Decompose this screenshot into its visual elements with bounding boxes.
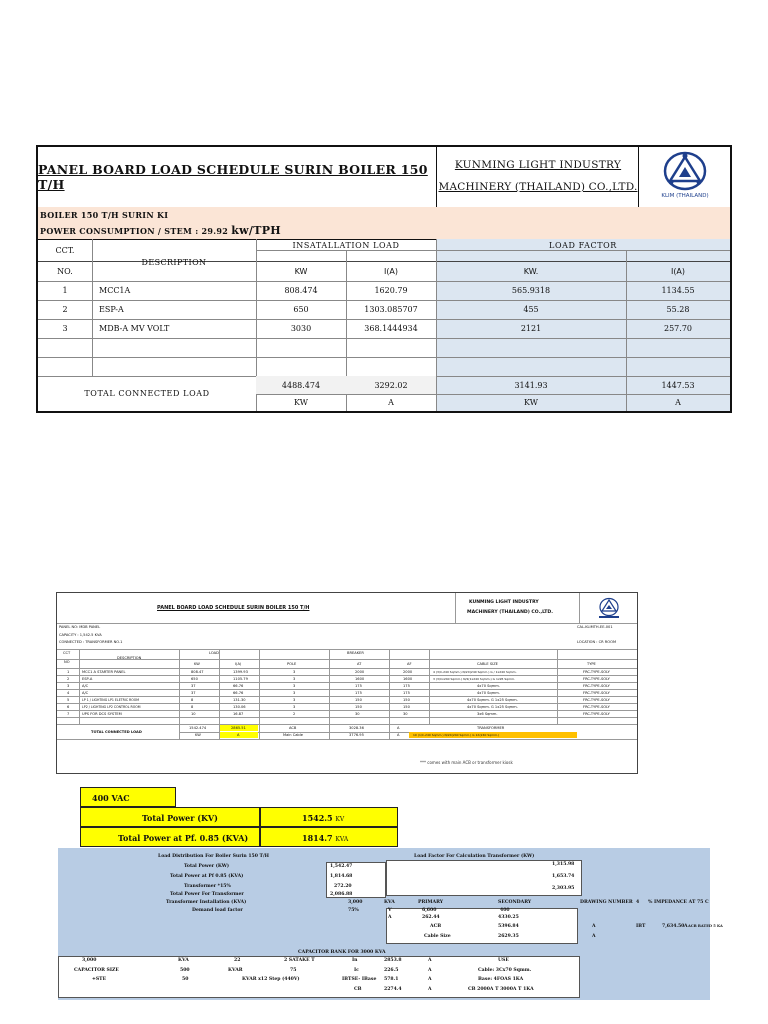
r-desc: LP2 / LIGHTING LP2 CONTROL ROOM [82,705,141,709]
cap-cell: A [428,987,432,992]
hdr-ia: I(A) [235,662,242,666]
r-pole: 3 [293,705,296,709]
r-type: FRC-TYPE-SOLY [583,684,610,688]
grid-line [57,659,637,660]
cap-cell: A [428,977,432,982]
r-no: 5 [67,698,70,702]
acb-value: 3028.36 [349,726,364,730]
row-description: MCC1A [99,286,131,295]
acb-label: ACB [289,726,297,730]
load-schedule-panel [36,145,732,413]
total-for-transformer-label: Total Power For Transformer [170,892,244,897]
row-kw: 808.474 [284,286,318,295]
load-distribution-panel [58,848,723,1000]
total-power-kva [302,833,348,843]
doc-no: CAL-KLIMTH-EE-001 [577,625,613,629]
cap-cell: KVAR [228,968,243,973]
r-kw: 10 [191,712,196,716]
hdr-pole: POLE [287,662,297,666]
grid-line [57,703,637,704]
r-desc: A/C [82,691,89,695]
breaker-text: ACB RATED 5 KA [688,924,723,928]
row-ia: 1303.085707 [364,305,418,314]
voltage: 400 VAC [92,793,130,803]
acb-unit: A [397,726,400,730]
schedule-unit-kw: KW [195,733,201,737]
r-no: 1 [67,670,70,674]
total-ia: 3292.02 [346,376,436,394]
lf-value3: 2,303.95 [552,886,575,891]
grid-line [579,593,580,623]
r-cable: 3 (3/Cx240 Sqmm.) N/2(1x240 Sqmm.) G 1x95 Sqmm. [433,677,516,681]
r-ia: 16.87 [233,712,244,716]
power-consumption [40,224,281,237]
r-at: 150 [355,705,362,709]
r-desc: UPS FOR DCS SYSTEM [82,712,122,716]
r-no: 2 [67,677,70,681]
grid-line [57,682,637,683]
header-lf-kw: KW. [523,267,539,276]
header-installation-load: INSATALLATION LOAD [292,240,400,250]
total-power-kva-value: 1,814.68 [330,874,353,879]
r-ia: 1399.93 [233,670,248,674]
cable-size-label: Cable Size [424,934,451,939]
schedule-total-ia: 2865.51 [231,726,246,730]
row-v-unit: V [388,908,392,913]
cap-cell: 22 [234,958,241,963]
total-lf-kw: 3141.93 [514,380,548,390]
grid-line [179,649,180,739]
r-no: 3 [67,684,70,688]
r-cable: 4 (3/C-240 Sqmm.) N/2X(240 Sqmm.) G / 1x240 Sqmm. [433,670,517,674]
r-desc: A/C [82,684,89,688]
hdr-breaker: BREAKER [347,651,364,655]
total-connected-load-label: TOTAL CONNECTED LOAD [84,389,210,398]
r-ia: 130.06 [233,705,246,709]
right-title: Load Factor For Calculation Transformer (KW) [414,854,535,859]
impedance-unit: A [684,924,688,929]
grid-line [57,649,637,650]
transformer-15-value: 272.20 [334,884,352,889]
cap-cell: 75 [290,968,297,973]
company-name-line1: KUNMING LIGHT INDUSTRY [454,159,622,171]
row-v-secondary: 400 [500,908,510,913]
cap-cell: 500 [180,968,190,973]
primary-secondary-cells [386,908,578,944]
row-lf-ia: 1134.55 [661,286,695,295]
left-title: Load Distribution For Boiler Surin 150 T/H [158,854,269,859]
r-desc: ESP-A [82,677,93,681]
hdr-no: NO [64,660,70,664]
impedance-value: 7,634.50 [662,924,685,929]
row-v-primary: 6,600 [422,908,437,913]
header-kw: KW [294,267,308,276]
row-description: MDB-A MV VOLT [99,324,170,333]
row-lf-kw: 565.9318 [511,286,551,295]
r-kw: 650 [191,677,198,681]
row-lf-ia: 257.70 [664,324,692,333]
cap-cell: CB [354,987,362,992]
schedule-unit-a: A [237,733,240,737]
power-consumption-unit: kw/TPH [231,224,281,237]
row-kw: 3030 [290,324,312,333]
grid-line [557,649,558,724]
header-ia: I(A) [383,267,399,276]
row-lf-kw: 455 [523,305,539,314]
row-kw: 650 [293,305,309,314]
hdr-kw: KW [194,662,200,666]
row-a-primary: 262.44 [422,915,440,920]
r-at: 2000 [355,670,365,674]
klim-logo [640,147,730,207]
transformer-15-label: Transformer *15% [184,884,231,889]
cap-cell: 2 SATAKE T [284,958,315,963]
r-kw: 37 [191,684,196,688]
r-cable: 4x70 Sqmm. G 1x25 Sqmm. [467,705,518,709]
r-type: FRC-TYPE-SOLY [583,691,610,695]
grid-line [429,649,430,724]
r-type: FRC-TYPE-SOLY [583,670,610,674]
grid-line [57,710,637,711]
r-af: 150 [403,698,410,702]
row-no: 3 [62,324,68,333]
cap-cell: A [428,958,432,963]
capacity: CAPACITY : 1,542.5 KVA [59,633,102,637]
r-at: 175 [355,691,362,695]
panel-title-cell [38,147,437,207]
r-no: 4 [67,691,70,695]
mdb-panel-schedule [56,592,638,774]
r-kw: 37 [191,691,196,695]
row-lf-ia: 55.28 [666,305,690,314]
r-ia: 66.76 [233,691,244,695]
grid-line [57,668,637,669]
hdr-load: LOAD [209,651,219,655]
row-lf-kw: 2121 [520,324,542,333]
r-af: 30 [403,712,408,716]
r-kw: 8 [191,698,194,702]
main-cable-unit: A [397,733,400,737]
r-af: 175 [403,684,410,688]
r-at: 150 [355,698,362,702]
cap-cell: KVA [178,958,189,963]
grid-line [256,250,730,251]
installation-unit: KVA [384,900,395,905]
r-kw: 8 [191,705,194,709]
r-type: FRC-TYPE-SOLY [583,677,610,681]
total-kw: 4488.474 [256,376,346,394]
r-at: 175 [355,684,362,688]
header-cct: CCT. [55,245,75,255]
cable-size-value: 2629.35 [498,934,519,939]
r-pole: 3 [293,677,296,681]
r-af: 175 [403,691,410,695]
row-ia: 368.1444934 [364,324,418,333]
header-load-factor: LOAD FACTOR [549,240,617,250]
total-power-kv-label: Total Power (KV) [142,813,218,823]
impedance-label: % IMPEDANCE AT 75 C [648,900,709,905]
schedule-note: *** comes with main ACB or transformer kiosk [420,760,513,765]
r-af: 2000 [403,670,413,674]
connected: CONNECTED : TRANSFORMER NO.1 [59,640,123,644]
klim-logo-small-icon [589,596,629,620]
cap-cell: Cable: 3Cx70 Sqmm. [478,968,532,973]
cap-cell: KVAR x12 Step (440V) [242,977,300,982]
demand-value: 75% [348,908,359,913]
grid-line [455,593,456,623]
cap-cell: 50 [182,977,189,982]
total-power-kva-value: 1814.7 [302,833,333,843]
grid-line [57,739,637,740]
hdr-cct: CCT [63,651,71,655]
cap-cell: CB 2000A T 3000A T 1KA [468,987,534,992]
r-cable: 4x70 Sqmm. G 1x25 Sqmm. [467,698,518,702]
location: LOCATION : CR ROOM [577,640,617,644]
schedule-company-line1: KUNMING LIGHT INDUSTRY [469,600,539,605]
grid-line [389,649,390,739]
cap-cell: 2274.4 [384,987,402,992]
lf-value1: 1,315.98 [552,862,575,867]
boiler-name: BOILER 150 T/H SURIN KI [40,210,169,220]
r-pole: 3 [293,691,296,695]
r-desc: LP 1 / LIGHTING LP1 ELETRIC ROOM [82,698,140,702]
calc-acb-label: ACB [430,924,442,929]
panel-no: PANEL NO: MDB PANEL [59,625,101,629]
cap-cell: USE [498,958,509,963]
grid-line [57,717,637,718]
row-a-secondary: 4330.25 [498,915,519,920]
cap-cell: 578.1 [384,977,399,982]
grid-line [57,689,637,690]
klim-logo-icon [640,147,730,193]
r-type: FRC-TYPE-SOLY [583,698,610,702]
grid-line [329,649,330,739]
r-ia: 131.30 [233,698,246,702]
total-power-kw-value: 1,542.47 [330,864,353,869]
total-power-kva-label: Total Power at Pf 0.85 (KVA) [170,874,244,879]
r-af: 1600 [403,677,413,681]
total-power-kv [302,813,344,823]
hdr-description: DESCRIPTION [117,656,142,660]
unit-kw: KW [294,398,308,407]
header-lf-ia: I(A) [670,267,686,276]
hdr-cable-size: CABLE SIZE [477,662,498,666]
header-no: NO. [57,266,73,276]
company-name-line2: MACHINERY (THAILAND) CO.,LTD. [438,181,638,193]
calc-acb-value: 5396.84 [498,924,519,929]
total-power-kv-unit: KV [335,816,345,823]
demand-label: Demand load factor [192,908,243,913]
grid-line [57,675,637,676]
grid-line [57,623,637,624]
row-a-unit: A [388,915,392,920]
cap-cell: A [428,968,432,973]
r-pole: 3 [293,684,296,688]
r-at: 30 [355,712,360,716]
total-lf-ia: 1447.53 [661,380,695,390]
r-ia: 66.76 [233,684,244,688]
drawing-label: DRAWING NUMBER [580,900,633,905]
unit-lf-kw: KW [524,398,538,407]
main-cable-value: 3776.95 [349,733,364,737]
primary-label: PRIMARY [418,900,444,905]
total-power-kva-label: Total Power at Pf. 0.85 (KVA) [118,833,249,843]
hdr-type: TYPE [587,662,596,666]
power-consumption-text: POWER CONSUMPTION / STEM : 29.92 [40,226,229,236]
installation-value: 3,000 [348,900,363,905]
lf-value2: 1,653.74 [552,874,575,879]
hdr-af: AF [407,662,412,666]
capacitor-title: CAPACITOR BANK FOR 3000 KVA [298,950,386,955]
ibt-label: IBT [636,924,646,929]
panel-header [38,147,730,208]
row-description: ESP-A [99,305,124,314]
calc-acb-unit: A [592,924,596,929]
total-power-kv-value: 1542.5 [302,813,333,823]
row-no: 2 [62,305,68,314]
r-no: 7 [67,712,70,716]
r-no: 6 [67,705,70,709]
grid-line [57,696,637,697]
power-summary [80,787,398,847]
drawing-value: 4 [636,900,640,905]
r-desc: MCC1 A STARTER PANEL [82,670,126,674]
hdr-at: AT [357,662,362,666]
header-description: DESCRIPTION [141,257,207,267]
total-power-kva-unit: KVA [335,836,349,843]
r-cable: 3x6 Sqmm. [477,712,498,716]
cap-cell: 3,000 [82,958,97,963]
r-pole: 3 [293,698,296,702]
schedule-total-label: TOTAL CONNECTED LOAD [91,730,142,734]
company-name-cell [438,147,639,207]
installation-label: Transformer Installation (KVA) [166,900,247,905]
r-type: FRC-TYPE-SOLY [583,705,610,709]
logo-caption: KLIM (THAILAND) [661,193,709,199]
r-pole: 3 [293,670,296,674]
r-type: FRC-TYPE-SOLY [583,712,610,716]
unit-lf-a: A [675,398,681,407]
cap-cell: IBTSE- IBase [342,977,377,982]
grid-line [259,649,260,739]
r-cable: 4x70 Sqmm. [477,691,500,695]
r-at: 1600 [355,677,365,681]
r-kw: 808.47 [191,670,204,674]
cap-cell: Ic [354,968,359,973]
cap-cell: 226.5 [384,968,399,973]
row-no: 1 [62,286,68,295]
r-cable: 4x70 Sqmm. [477,684,500,688]
secondary-label: SECONDARY [498,900,532,905]
total-power-kw-label: Total Power (KW) [184,864,230,869]
schedule-total-kw: 1542.474 [189,726,207,730]
panel-title: PANEL BOARD LOAD SCHEDULE SURIN BOILER 150 T/H [38,162,428,192]
transformer-label: TRANSFORMER [477,726,505,730]
boiler-info [38,207,730,240]
total-for-transformer-value: 2,086.88 [330,892,353,897]
cap-cell: Base: 4FOAS 1KA [478,977,524,982]
schedule-title: PANEL BOARD LOAD SCHEDULE SURIN BOILER 150 T/H [157,605,310,611]
row-ia: 1620.79 [374,286,408,295]
grid-line [79,649,80,724]
schedule-company-line2: MACHINERY (THAILAND) CO.,LTD. [467,610,553,615]
main-cable-label: Main Cable [283,733,303,737]
transformer-value: 10 (1/C-240 Sqmm.) N/2X(240 Sqmm.) G 1X(240 Sqmm.) [413,733,500,737]
unit-a: A [388,398,394,407]
r-af: 150 [403,705,410,709]
r-pole: 2 [293,712,296,716]
grid-line [57,724,637,725]
cable-size-unit: A [592,934,596,939]
cap-cell: 2853.8 [384,958,402,963]
cap-cell: In [352,958,358,963]
cap-cell: CAPACITOR SIZE [74,968,119,973]
r-ia: 1105.79 [233,677,248,681]
cap-cell: +STE [92,977,107,982]
